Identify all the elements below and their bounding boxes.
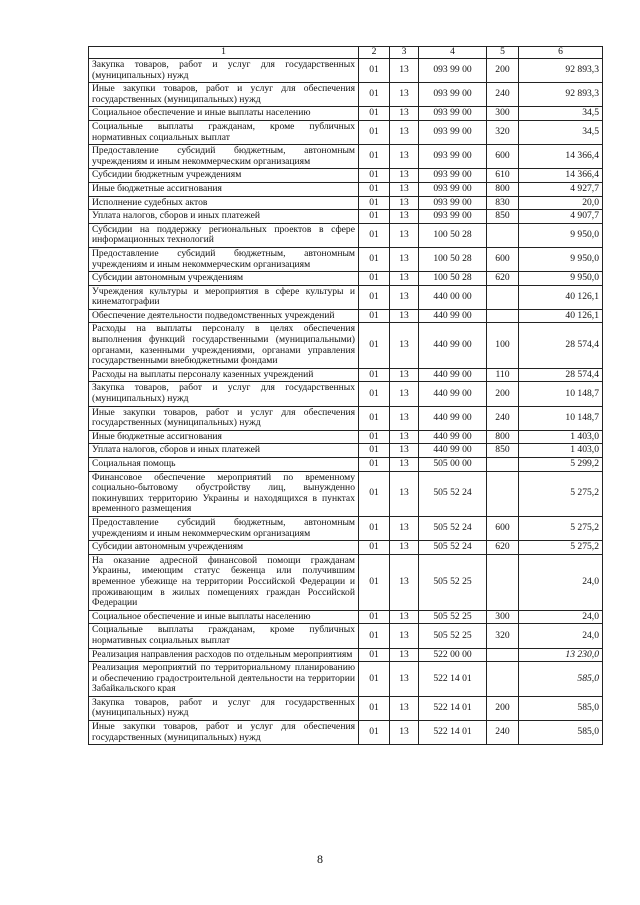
table-row [89, 107, 603, 121]
cell-target-article: 093 99 00 [419, 120, 487, 144]
cell-section: 01 [359, 458, 390, 472]
cell-expense-type: 200 [487, 59, 519, 83]
cell-expense-type: 830 [487, 196, 519, 210]
cell-subsection: 13 [390, 541, 419, 555]
table-body [89, 59, 603, 745]
cell-subsection: 13 [390, 382, 419, 406]
cell-section: 01 [359, 662, 390, 697]
cell-amount: 10 148,7 [519, 406, 603, 430]
cell-subsection: 13 [390, 120, 419, 144]
cell-section: 01 [359, 309, 390, 323]
cell-section: 01 [359, 323, 390, 368]
table-row [89, 247, 603, 271]
cell-target-article: 505 00 00 [419, 458, 487, 472]
cell-name: Субсидии автономным учреждениям [89, 272, 359, 286]
table-row [89, 721, 603, 745]
cell-target-article: 505 52 24 [419, 541, 487, 555]
cell-subsection: 13 [390, 624, 419, 648]
cell-amount: 13 230,0 [519, 648, 603, 662]
cell-amount: 20,0 [519, 196, 603, 210]
cell-target-article: 440 99 00 [419, 368, 487, 382]
cell-amount: 24,0 [519, 610, 603, 624]
cell-section: 01 [359, 610, 390, 624]
cell-name: Уплата налогов, сборов и иных платежей [89, 210, 359, 224]
cell-expense-type: 300 [487, 107, 519, 121]
table-row [89, 368, 603, 382]
cell-expense-type [487, 285, 519, 309]
cell-name: Обеспечение деятельности подведомственных учреждений [89, 309, 359, 323]
cell-section: 01 [359, 223, 390, 247]
cell-amount: 14 366,4 [519, 169, 603, 183]
cell-amount: 34,5 [519, 120, 603, 144]
cell-section: 01 [359, 120, 390, 144]
cell-amount: 28 574,4 [519, 323, 603, 368]
cell-amount: 92 893,3 [519, 59, 603, 83]
cell-section: 01 [359, 554, 390, 610]
table-row [89, 624, 603, 648]
cell-subsection: 13 [390, 223, 419, 247]
table-row [89, 430, 603, 444]
cell-section: 01 [359, 368, 390, 382]
cell-section: 01 [359, 182, 390, 196]
cell-expense-type: 240 [487, 406, 519, 430]
cell-target-article: 093 99 00 [419, 59, 487, 83]
cell-target-article: 505 52 24 [419, 471, 487, 516]
table-row [89, 610, 603, 624]
cell-target-article: 440 99 00 [419, 323, 487, 368]
table-row [89, 169, 603, 183]
cell-name: Предоставление субсидий бюджетным, автономным учреждениям и иным некоммерческим организациям [89, 145, 359, 169]
cell-target-article: 100 50 28 [419, 247, 487, 271]
cell-target-article: 093 99 00 [419, 210, 487, 224]
cell-target-article: 505 52 25 [419, 624, 487, 648]
cell-target-article: 093 99 00 [419, 83, 487, 107]
cell-section: 01 [359, 624, 390, 648]
cell-expense-type: 800 [487, 182, 519, 196]
table-row [89, 444, 603, 458]
cell-amount: 40 126,1 [519, 285, 603, 309]
cell-amount: 24,0 [519, 624, 603, 648]
header-row [89, 47, 603, 59]
table-row [89, 541, 603, 555]
header-cell-subsection: 3 [390, 47, 419, 59]
cell-expense-type: 600 [487, 516, 519, 540]
cell-expense-type [487, 223, 519, 247]
cell-name: Закупка товаров, работ и услуг для государственных (муниципальных) нужд [89, 59, 359, 83]
table-row [89, 309, 603, 323]
cell-name: Закупка товаров, работ и услуг для государственных (муниципальных) нужд [89, 696, 359, 720]
cell-name: Предоставление субсидий бюджетным, автономным учреждениям и иным некоммерческим организациям [89, 247, 359, 271]
cell-subsection: 13 [390, 107, 419, 121]
cell-subsection: 13 [390, 196, 419, 210]
cell-section: 01 [359, 406, 390, 430]
table-row [89, 145, 603, 169]
cell-target-article: 100 50 28 [419, 272, 487, 286]
cell-amount: 4 907,7 [519, 210, 603, 224]
table-row [89, 285, 603, 309]
cell-name: Уплата налогов, сборов и иных платежей [89, 444, 359, 458]
cell-amount: 1 403,0 [519, 430, 603, 444]
cell-name: Социальные выплаты гражданам, кроме публичных нормативных социальных выплат [89, 624, 359, 648]
table-row [89, 182, 603, 196]
cell-target-article: 440 99 00 [419, 309, 487, 323]
cell-expense-type: 300 [487, 610, 519, 624]
cell-expense-type [487, 648, 519, 662]
cell-subsection: 13 [390, 247, 419, 271]
table-row [89, 272, 603, 286]
cell-expense-type: 110 [487, 368, 519, 382]
cell-target-article: 505 52 25 [419, 610, 487, 624]
cell-name: На оказание адресной финансовой помощи гражданам Украины, имеющим статус беженца или получившим временное убежище на территории Российской Федерации и проживающим в жилых помещениях граждан Российской Федерации [89, 554, 359, 610]
table-row [89, 696, 603, 720]
cell-expense-type: 850 [487, 210, 519, 224]
cell-section: 01 [359, 541, 390, 555]
table-row [89, 382, 603, 406]
cell-amount: 585,0 [519, 696, 603, 720]
cell-target-article: 522 00 00 [419, 648, 487, 662]
cell-name: Социальное обеспечение и иные выплаты населению [89, 107, 359, 121]
cell-amount: 10 148,7 [519, 382, 603, 406]
table-row [89, 516, 603, 540]
cell-target-article: 093 99 00 [419, 169, 487, 183]
cell-expense-type: 100 [487, 323, 519, 368]
cell-subsection: 13 [390, 458, 419, 472]
cell-expense-type: 620 [487, 272, 519, 286]
cell-subsection: 13 [390, 182, 419, 196]
cell-target-article: 093 99 00 [419, 107, 487, 121]
cell-section: 01 [359, 648, 390, 662]
cell-subsection: 13 [390, 721, 419, 745]
cell-expense-type: 850 [487, 444, 519, 458]
cell-expense-type: 800 [487, 430, 519, 444]
table-row [89, 662, 603, 697]
table-row [89, 458, 603, 472]
cell-section: 01 [359, 430, 390, 444]
cell-section: 01 [359, 247, 390, 271]
header-cell-name: 1 [89, 47, 359, 59]
table-row [89, 59, 603, 83]
cell-subsection: 13 [390, 368, 419, 382]
cell-section: 01 [359, 696, 390, 720]
table-row [89, 406, 603, 430]
cell-section: 01 [359, 285, 390, 309]
cell-subsection: 13 [390, 648, 419, 662]
table-row [89, 554, 603, 610]
cell-subsection: 13 [390, 210, 419, 224]
cell-name: Закупка товаров, работ и услуг для государственных (муниципальных) нужд [89, 382, 359, 406]
cell-name: Иные закупки товаров, работ и услуг для обеспечения государственных (муниципальных) нужд [89, 83, 359, 107]
cell-name: Финансовое обеспечение мероприятий по временному социально-бытовому обустройству лиц, вынужденно покинувших территорию Украины и находящихся в пунктах временного размещения [89, 471, 359, 516]
cell-name: Иные закупки товаров, работ и услуг для обеспечения государственных (муниципальных) нужд [89, 406, 359, 430]
cell-section: 01 [359, 721, 390, 745]
cell-expense-type: 200 [487, 382, 519, 406]
cell-subsection: 13 [390, 285, 419, 309]
cell-amount: 1 403,0 [519, 444, 603, 458]
cell-name: Субсидии автономным учреждениям [89, 541, 359, 555]
cell-amount: 40 126,1 [519, 309, 603, 323]
cell-expense-type: 600 [487, 247, 519, 271]
cell-section: 01 [359, 145, 390, 169]
cell-section: 01 [359, 107, 390, 121]
cell-section: 01 [359, 272, 390, 286]
cell-subsection: 13 [390, 272, 419, 286]
cell-name: Иные закупки товаров, работ и услуг для обеспечения государственных (муниципальных) нужд [89, 721, 359, 745]
cell-amount: 9 950,0 [519, 247, 603, 271]
cell-name: Реализация мероприятий по территориальному планированию и обеспечению градостроительной деятельности на территории Забайкальского края [89, 662, 359, 697]
cell-target-article: 093 99 00 [419, 145, 487, 169]
cell-name: Предоставление субсидий бюджетным, автономным учреждениям и иным некоммерческим организациям [89, 516, 359, 540]
table-row [89, 210, 603, 224]
cell-amount: 5 275,2 [519, 471, 603, 516]
cell-name: Социальное обеспечение и иные выплаты населению [89, 610, 359, 624]
cell-name: Реализация направления расходов по отдельным мероприятиям [89, 648, 359, 662]
cell-expense-type: 610 [487, 169, 519, 183]
cell-section: 01 [359, 83, 390, 107]
cell-expense-type: 600 [487, 145, 519, 169]
cell-amount: 5 299,2 [519, 458, 603, 472]
cell-name: Учреждения культуры и мероприятия в сфере культуры и кинематографии [89, 285, 359, 309]
cell-subsection: 13 [390, 169, 419, 183]
table-row [89, 648, 603, 662]
cell-subsection: 13 [390, 145, 419, 169]
cell-amount: 4 927,7 [519, 182, 603, 196]
cell-name: Субсидии бюджетным учреждениям [89, 169, 359, 183]
cell-section: 01 [359, 196, 390, 210]
cell-expense-type: 200 [487, 696, 519, 720]
cell-amount: 92 893,3 [519, 83, 603, 107]
cell-target-article: 505 52 24 [419, 516, 487, 540]
header-cell-section: 2 [359, 47, 390, 59]
cell-target-article: 522 14 01 [419, 662, 487, 697]
cell-section: 01 [359, 59, 390, 83]
cell-amount: 9 950,0 [519, 223, 603, 247]
table-row [89, 83, 603, 107]
cell-amount: 5 275,2 [519, 516, 603, 540]
cell-section: 01 [359, 516, 390, 540]
cell-name: Иные бюджетные ассигнования [89, 182, 359, 196]
cell-amount: 585,0 [519, 662, 603, 697]
cell-name: Социальная помощь [89, 458, 359, 472]
cell-target-article: 522 14 01 [419, 721, 487, 745]
cell-subsection: 13 [390, 554, 419, 610]
cell-amount: 9 950,0 [519, 272, 603, 286]
cell-target-article: 440 99 00 [419, 382, 487, 406]
table-row [89, 471, 603, 516]
cell-target-article: 093 99 00 [419, 182, 487, 196]
cell-expense-type [487, 662, 519, 697]
cell-amount: 28 574,4 [519, 368, 603, 382]
cell-expense-type: 240 [487, 83, 519, 107]
cell-section: 01 [359, 471, 390, 516]
cell-subsection: 13 [390, 610, 419, 624]
cell-section: 01 [359, 444, 390, 458]
cell-subsection: 13 [390, 83, 419, 107]
table-row [89, 196, 603, 210]
cell-expense-type [487, 471, 519, 516]
cell-subsection: 13 [390, 662, 419, 697]
cell-target-article: 505 52 25 [419, 554, 487, 610]
cell-name: Иные бюджетные ассигнования [89, 430, 359, 444]
cell-subsection: 13 [390, 323, 419, 368]
cell-target-article: 100 50 28 [419, 223, 487, 247]
cell-section: 01 [359, 210, 390, 224]
cell-name: Социальные выплаты гражданам, кроме публичных нормативных социальных выплат [89, 120, 359, 144]
cell-section: 01 [359, 169, 390, 183]
table-row [89, 120, 603, 144]
cell-expense-type: 240 [487, 721, 519, 745]
cell-expense-type: 620 [487, 541, 519, 555]
cell-subsection: 13 [390, 309, 419, 323]
cell-name: Исполнение судебных актов [89, 196, 359, 210]
table-row [89, 323, 603, 368]
cell-amount: 585,0 [519, 721, 603, 745]
budget-table [88, 46, 603, 745]
cell-target-article: 440 99 00 [419, 430, 487, 444]
cell-expense-type [487, 458, 519, 472]
cell-target-article: 522 14 01 [419, 696, 487, 720]
cell-subsection: 13 [390, 59, 419, 83]
cell-section: 01 [359, 382, 390, 406]
cell-name: Расходы на выплаты персоналу в целях обеспечения выполнения функций государственными (муниципальными) органами, казенными учреждениями, органами управления государственными внебюджетными фондами [89, 323, 359, 368]
cell-target-article: 093 99 00 [419, 196, 487, 210]
cell-subsection: 13 [390, 444, 419, 458]
header-cell-expense-type: 5 [487, 47, 519, 59]
cell-subsection: 13 [390, 471, 419, 516]
cell-subsection: 13 [390, 516, 419, 540]
cell-expense-type: 320 [487, 624, 519, 648]
cell-amount: 14 366,4 [519, 145, 603, 169]
cell-target-article: 440 99 00 [419, 444, 487, 458]
cell-amount: 24,0 [519, 554, 603, 610]
header-cell-amount: 6 [519, 47, 603, 59]
cell-target-article: 440 00 00 [419, 285, 487, 309]
page-number: 8 [317, 852, 323, 866]
cell-subsection: 13 [390, 696, 419, 720]
cell-amount: 5 275,2 [519, 541, 603, 555]
cell-expense-type [487, 554, 519, 610]
cell-expense-type: 320 [487, 120, 519, 144]
cell-subsection: 13 [390, 406, 419, 430]
cell-name: Расходы на выплаты персоналу казенных учреждений [89, 368, 359, 382]
cell-subsection: 13 [390, 430, 419, 444]
cell-amount: 34,5 [519, 107, 603, 121]
cell-target-article: 440 99 00 [419, 406, 487, 430]
header-cell-target-article: 4 [419, 47, 487, 59]
table-row [89, 223, 603, 247]
cell-name: Субсидии на поддержку региональных проектов в сфере информационных технологий [89, 223, 359, 247]
cell-expense-type [487, 309, 519, 323]
